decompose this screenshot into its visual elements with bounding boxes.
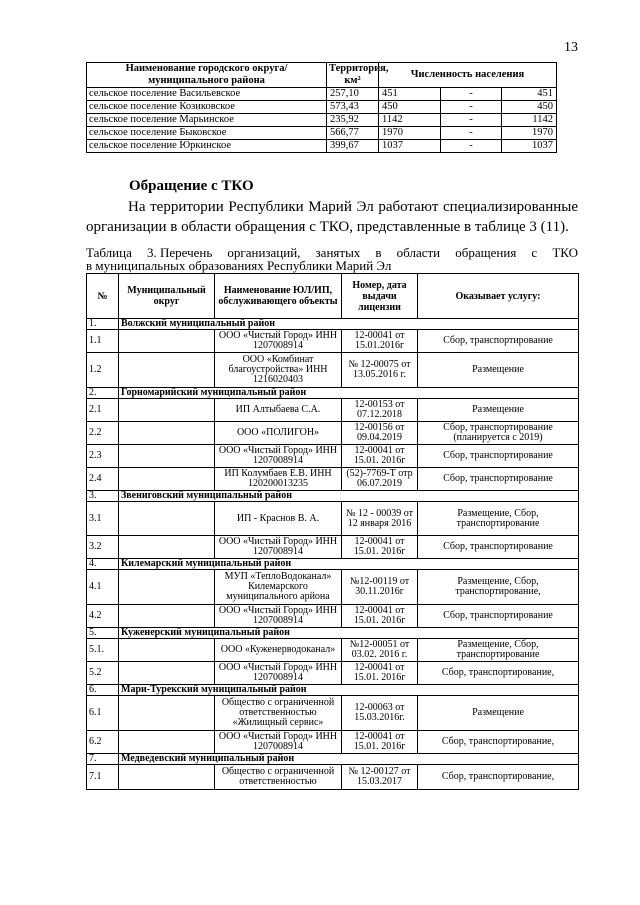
table-row bbox=[87, 127, 557, 140]
pop-header-area: Территория, км² bbox=[327, 63, 379, 88]
row-license: 12-00041 от 15.01. 2016г bbox=[342, 605, 418, 628]
row-district bbox=[119, 696, 215, 731]
pop-cell-dash: - bbox=[441, 114, 502, 127]
pop-cell-name: сельское поселение Козиковское bbox=[87, 101, 327, 114]
row-org: ИП - Краснов В. А. bbox=[215, 502, 342, 536]
pop-cell-area: 566,77 bbox=[327, 127, 379, 140]
pop-cell-total: 450 bbox=[379, 101, 441, 114]
pop-cell-rural: 1037 bbox=[502, 140, 557, 153]
section-num: 3. bbox=[87, 491, 119, 502]
org-header-num: № bbox=[87, 274, 119, 319]
caption-word: обращения bbox=[455, 245, 517, 260]
caption-word: области bbox=[396, 245, 441, 260]
row-district bbox=[119, 536, 215, 559]
row-num: 4.2 bbox=[87, 605, 119, 628]
row-num: 2.2 bbox=[87, 422, 119, 445]
section-name: Килемарский муниципальный район bbox=[119, 559, 579, 570]
row-num: 3.1 bbox=[87, 502, 119, 536]
row-service: Размещение bbox=[418, 696, 579, 731]
row-num: 2.3 bbox=[87, 445, 119, 468]
pop-cell-name: сельское поселение Васильевское bbox=[87, 88, 327, 101]
row-org: ИП Алтыбаева С.А. bbox=[215, 399, 342, 422]
table-row bbox=[87, 101, 557, 114]
row-num: 7.1 bbox=[87, 765, 119, 790]
row-district bbox=[119, 570, 215, 605]
row-license: 12-00041 от 15.01. 2016г bbox=[342, 536, 418, 559]
row-num: 6.1 bbox=[87, 696, 119, 731]
row-num: 4.1 bbox=[87, 570, 119, 605]
row-num: 1.2 bbox=[87, 353, 119, 388]
row-license: №12-00119 от 30.11.2016г bbox=[342, 570, 418, 605]
row-num: 2.1 bbox=[87, 399, 119, 422]
pop-cell-rural: 1142 bbox=[502, 114, 557, 127]
row-service: Размещение, Сбор, транспортирование bbox=[418, 639, 579, 662]
table-row bbox=[87, 468, 579, 491]
row-service: Сбор, транспортирование bbox=[418, 468, 579, 491]
section-row bbox=[87, 388, 579, 399]
row-org: ООО «Куженерводоканал» bbox=[215, 639, 342, 662]
org-header-district: Муниципальный округ bbox=[119, 274, 215, 319]
pop-cell-dash: - bbox=[441, 88, 502, 101]
row-district bbox=[119, 731, 215, 754]
section-num: 1. bbox=[87, 319, 119, 330]
pop-cell-total: 1037 bbox=[379, 140, 441, 153]
section-row bbox=[87, 319, 579, 330]
row-service: Размещение bbox=[418, 399, 579, 422]
table-row bbox=[87, 696, 579, 731]
section-name: Медведевский муниципальный район bbox=[119, 754, 579, 765]
pop-cell-total: 1142 bbox=[379, 114, 441, 127]
row-num: 3.2 bbox=[87, 536, 119, 559]
row-org: МУП «ТеплоВодоканал» Килемарского муниципального арйона bbox=[215, 570, 342, 605]
table-row bbox=[87, 570, 579, 605]
caption-word: в bbox=[375, 245, 382, 260]
row-service: Сбор, транспортирование bbox=[418, 605, 579, 628]
pop-header-name: Наименование городского округа/муниципального района bbox=[87, 63, 327, 88]
section-num: 2. bbox=[87, 388, 119, 399]
section-num: 5. bbox=[87, 628, 119, 639]
row-service: Сбор, транспортирование (планируется с 2019) bbox=[418, 422, 579, 445]
pop-cell-total: 451 bbox=[379, 88, 441, 101]
table-row bbox=[87, 330, 579, 353]
row-license: 12-00041 от 15.01. 2016г bbox=[342, 731, 418, 754]
section-name: Горномарийский муниципальный район bbox=[119, 388, 579, 399]
row-license: 12-00153 от 07.12.2018 bbox=[342, 399, 418, 422]
section-title: Обращение с ТКО bbox=[129, 178, 254, 194]
row-org: ООО «ПОЛИГОН» bbox=[215, 422, 342, 445]
caption-word: организаций, bbox=[227, 245, 301, 260]
row-num: 5.1. bbox=[87, 639, 119, 662]
row-org: ООО «Чистый Город» ИНН 1207008914 bbox=[215, 662, 342, 685]
section-row bbox=[87, 754, 579, 765]
pop-cell-rural: 450 bbox=[502, 101, 557, 114]
row-license: (52)-7769-Т отр 06.07.2019 bbox=[342, 468, 418, 491]
section-num: 6. bbox=[87, 685, 119, 696]
row-district bbox=[119, 445, 215, 468]
row-org: ООО «Чистый Город» ИНН 1207008914 bbox=[215, 731, 342, 754]
org-header-service: Оказывает услугу: bbox=[418, 274, 579, 319]
row-service: Размещение, Сбор, транспортирование bbox=[418, 502, 579, 536]
row-license: № 12-00075 от 13.05.2016 г. bbox=[342, 353, 418, 388]
row-district bbox=[119, 353, 215, 388]
row-district bbox=[119, 399, 215, 422]
table-row bbox=[87, 639, 579, 662]
row-license: 12-00063 от 15.03.2016г. bbox=[342, 696, 418, 731]
row-district bbox=[119, 765, 215, 790]
row-license: № 12-00127 от 15.03.2017 bbox=[342, 765, 418, 790]
pop-cell-name: сельское поселение Юркинское bbox=[87, 140, 327, 153]
table-row bbox=[87, 731, 579, 754]
row-district bbox=[119, 468, 215, 491]
section-name: Куженерский муниципальный район bbox=[119, 628, 579, 639]
pop-cell-name: сельское поселение Марьинское bbox=[87, 114, 327, 127]
row-org: ООО «Комбинат благоустройства» ИНН 1216020403 bbox=[215, 353, 342, 388]
row-district bbox=[119, 330, 215, 353]
row-service: Сбор, транспортирование bbox=[418, 536, 579, 559]
section-row bbox=[87, 559, 579, 570]
row-num: 6.2 bbox=[87, 731, 119, 754]
pop-cell-dash: - bbox=[441, 140, 502, 153]
row-org: ООО «Чистый Город» ИНН 1207008914 bbox=[215, 605, 342, 628]
section-num: 4. bbox=[87, 559, 119, 570]
caption-word: с bbox=[531, 245, 538, 260]
table-row bbox=[87, 399, 579, 422]
row-district bbox=[119, 662, 215, 685]
org-header-license: Номер, дата выдачи лицензии bbox=[342, 274, 418, 319]
row-district bbox=[119, 605, 215, 628]
table-caption bbox=[86, 246, 578, 272]
row-license: 12-00041 от 15.01. 2016г bbox=[342, 445, 418, 468]
page-number: 13 bbox=[564, 40, 578, 55]
section-row bbox=[87, 685, 579, 696]
table-row bbox=[87, 502, 579, 536]
row-district bbox=[119, 639, 215, 662]
pop-cell-area: 573,43 bbox=[327, 101, 379, 114]
row-service: Размещение bbox=[418, 353, 579, 388]
table-row bbox=[87, 422, 579, 445]
row-service: Сбор, транспортирование, bbox=[418, 731, 579, 754]
pop-header-population: Численность населения bbox=[379, 63, 557, 88]
row-service: Сбор, транспортирование, bbox=[418, 765, 579, 790]
table-row bbox=[87, 605, 579, 628]
row-org: Общество с ограниченной ответственностью bbox=[215, 765, 342, 790]
section-row bbox=[87, 628, 579, 639]
organizations-table bbox=[86, 273, 579, 790]
pop-cell-rural: 451 bbox=[502, 88, 557, 101]
table-row bbox=[87, 353, 579, 388]
pop-cell-area: 399,67 bbox=[327, 140, 379, 153]
row-org: ООО «Чистый Город» ИНН 1207008914 bbox=[215, 536, 342, 559]
row-num: 5.2 bbox=[87, 662, 119, 685]
table-row bbox=[87, 765, 579, 790]
row-license: № 12 - 00039 от 12 января 2016 bbox=[342, 502, 418, 536]
pop-cell-rural: 1970 bbox=[502, 127, 557, 140]
table-row bbox=[87, 445, 579, 468]
caption-word: Таблица bbox=[86, 245, 132, 260]
row-license: 12-00041 от 15.01.2016г bbox=[342, 330, 418, 353]
pop-cell-dash: - bbox=[441, 127, 502, 140]
row-license: №12-00051 от 03.02. 2016 г. bbox=[342, 639, 418, 662]
table-row bbox=[87, 536, 579, 559]
row-org: ООО «Чистый Город» ИНН 1207008914 bbox=[215, 445, 342, 468]
row-license: 12-00041 от 15.01. 2016г bbox=[342, 662, 418, 685]
section-num: 7. bbox=[87, 754, 119, 765]
pop-cell-name: сельское поселение Быковское bbox=[87, 127, 327, 140]
row-num: 1.1 bbox=[87, 330, 119, 353]
row-license: 12-00156 от 09.04.2019 bbox=[342, 422, 418, 445]
table-row bbox=[87, 114, 557, 127]
caption-word: занятых bbox=[315, 245, 361, 260]
table-row bbox=[87, 88, 557, 101]
section-name: Мари-Турекский муниципальный район bbox=[119, 685, 579, 696]
row-service: Сбор, транспортирование bbox=[418, 445, 579, 468]
row-service: Сбор, транспортирование bbox=[418, 330, 579, 353]
section-row bbox=[87, 491, 579, 502]
row-num: 2.4 bbox=[87, 468, 119, 491]
row-service: Размещение, Сбор, транспортирование, bbox=[418, 570, 579, 605]
row-org: ИП Колумбаев Е.В. ИНН 120200013235 bbox=[215, 468, 342, 491]
section-name: Звениговский муниципальный район bbox=[119, 491, 579, 502]
pop-cell-dash: - bbox=[441, 101, 502, 114]
body-paragraph: На территории Республики Марий Эл работают специализированные организации в области обращения с ТКО, представленные в таблице 3 (11). bbox=[86, 199, 578, 235]
row-district bbox=[119, 422, 215, 445]
caption-word: 3. Перечень bbox=[146, 245, 213, 260]
row-org: Общество с ограниченной ответственностью «Жилищный сервис» bbox=[215, 696, 342, 731]
caption-word: ТКО bbox=[552, 245, 578, 260]
population-table bbox=[86, 62, 557, 153]
pop-cell-total: 1970 bbox=[379, 127, 441, 140]
pop-cell-area: 235,92 bbox=[327, 114, 379, 127]
table-row bbox=[87, 140, 557, 153]
row-org: ООО «Чистый Город» ИНН 1207008914 bbox=[215, 330, 342, 353]
caption-line-2: в муниципальных образованиях Республики Марий Эл bbox=[86, 258, 392, 273]
row-district bbox=[119, 502, 215, 536]
pop-cell-area: 257,10 bbox=[327, 88, 379, 101]
section-name: Волжский муниципальный район bbox=[119, 319, 579, 330]
row-service: Сбор, транспортирование, bbox=[418, 662, 579, 685]
table-row bbox=[87, 662, 579, 685]
org-header-org: Наименование ЮЛ/ИП, обслуживающего объекты bbox=[215, 274, 342, 319]
